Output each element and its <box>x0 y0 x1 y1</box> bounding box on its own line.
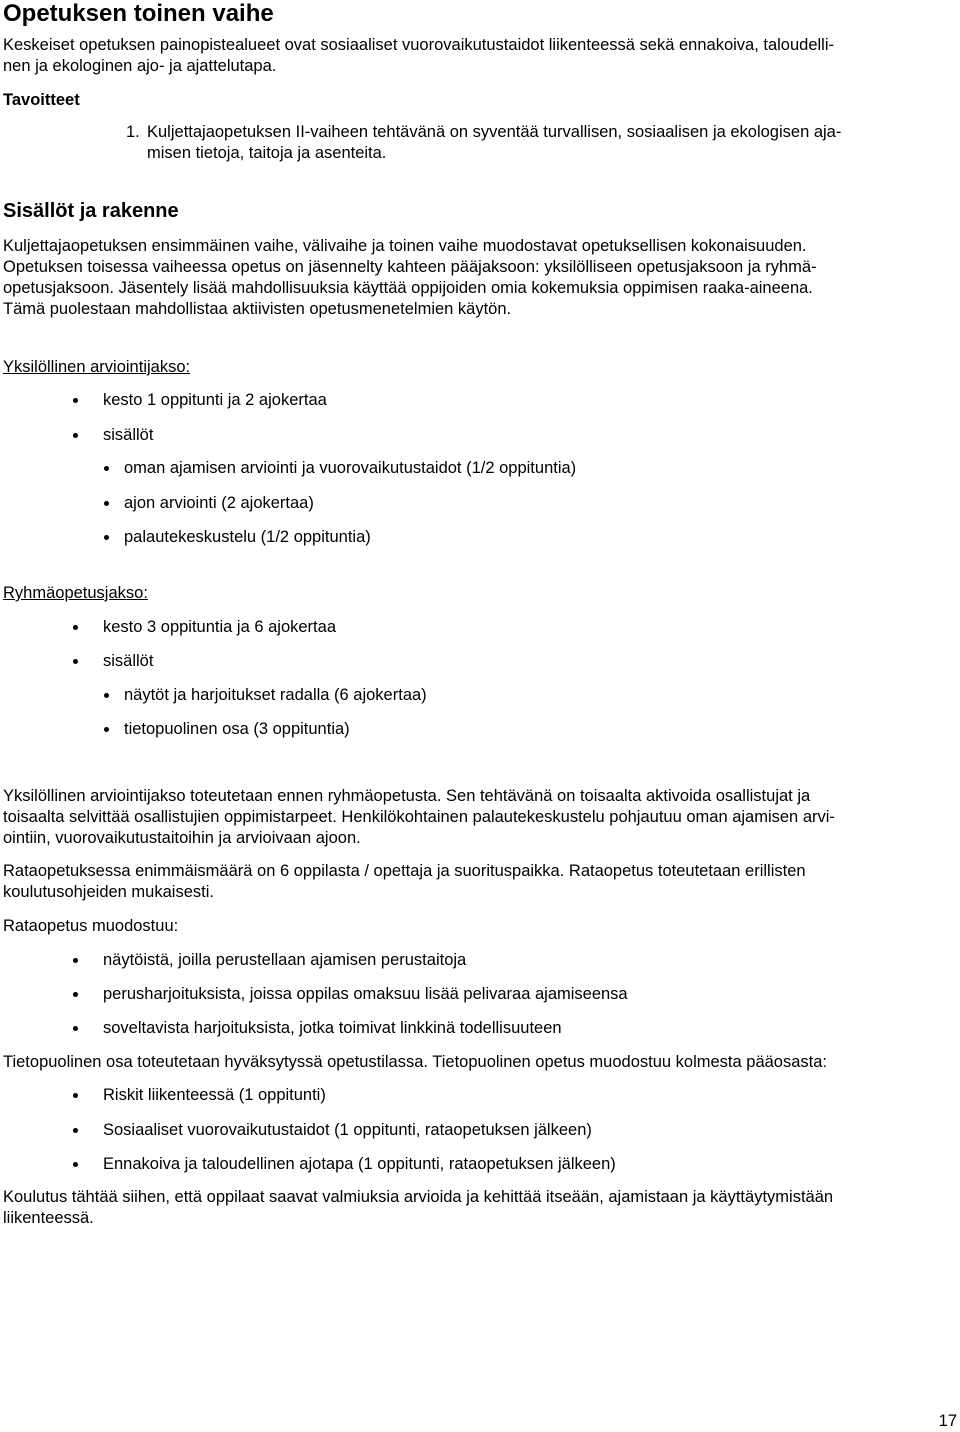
theory-item: Sosiaaliset vuorovaikutustaidot (1 oppitunti, rataopetuksen jälkeen) <box>103 1120 960 1141</box>
goals-heading: Tavoitteet <box>3 91 80 109</box>
section-heading: Sisällöt ja rakenne <box>3 200 179 222</box>
track-max-line-2: koulutusohjeiden mukaisesti. <box>3 883 214 901</box>
page-number: 17 <box>938 1412 957 1430</box>
structure-paragraph <box>3 236 948 320</box>
group-contents-item: sisällöt <box>103 651 960 672</box>
individual-sub-item: oman ajamisen arviointi ja vuorovaikutustaidot (1/2 oppituntia) <box>124 458 960 479</box>
group-sub-item: näytöt ja harjoitukset radalla (6 ajokertaa) <box>124 685 960 706</box>
goal-item <box>147 122 947 164</box>
group-duration-item: kesto 3 oppituntia ja 6 ajokertaa <box>103 617 960 638</box>
theory-intro: Tietopuolinen osa toteutetaan hyväksytyssä opetustilassa. Tietopuolinen opetus muodostuu kolmesta pääosasta: <box>3 1053 827 1071</box>
track-heading: Rataopetus muodostuu: <box>3 917 179 935</box>
conclusion-paragraph <box>3 1187 948 1229</box>
theory-item: Riskit liikenteessä (1 oppitunti) <box>103 1085 960 1106</box>
goal-number: 1. <box>126 123 140 141</box>
track-max-line-1: Rataopetuksessa enimmäismäärä on 6 oppilasta / opettaja ja suorituspaikka. Rataopetus toteutetaan erillisten <box>3 862 806 880</box>
intro-line-1: Keskeiset opetuksen painopistealueet ovat sosiaaliset vuorovaikutustaidot liikenteessä sekä ennakoiva, taloudelli- <box>3 36 835 54</box>
order-line-2: toisaalta selvittää osallistujien oppimistarpeet. Henkilökohtainen palautekeskustelu pohjautuu oman ajamisen arvi- <box>3 808 835 826</box>
conclusion-line-2: liikenteessä. <box>3 1209 94 1227</box>
goal-line-2: misen tietoja, taitoja ja asenteita. <box>147 144 387 162</box>
intro-paragraph <box>3 35 948 77</box>
track-max-paragraph <box>3 861 948 903</box>
structure-line-4: Tämä puolestaan mahdollistaa aktiivisten opetusmenetelmien käytön. <box>3 300 512 318</box>
structure-line-3: opetusjaksoon. Jäsentely lisää mahdollisuuksia käyttää oppijoiden omia kokemuksia oppimisen raaka-aineena. <box>3 279 813 297</box>
goal-line-1: Kuljettajaopetuksen II-vaiheen tehtävänä on syventää turvallisen, sosiaalisen ja ekologisen aja- <box>147 123 842 141</box>
track-item: soveltavista harjoituksista, jotka toimivat linkkinä todellisuuteen <box>103 1018 960 1039</box>
group-heading: Ryhmäopetusjakso: <box>3 584 148 602</box>
track-item: näytöistä, joilla perustellaan ajamisen perustaitoja <box>103 950 960 971</box>
structure-line-1: Kuljettajaopetuksen ensimmäinen vaihe, välivaihe ja toinen vaihe muodostavat opetuksellisen kokonaisuuden. <box>3 237 807 255</box>
individual-contents-item: sisällöt <box>103 425 960 446</box>
group-sub-item: tietopuolinen osa (3 oppituntia) <box>124 719 960 740</box>
intro-line-2: nen ja ekologinen ajo- ja ajattelutapa. <box>3 57 277 75</box>
individual-sub-item: ajon arviointi (2 ajokertaa) <box>124 493 960 514</box>
individual-duration-item: kesto 1 oppitunti ja 2 ajokertaa <box>103 390 960 411</box>
order-line-1: Yksilöllinen arviointijakso toteutetaan ennen ryhmäopetusta. Sen tehtävänä on toisaalta aktivoida osallistujat ja <box>3 787 811 805</box>
conclusion-line-1: Koulutus tähtää siihen, että oppilaat saavat valmiuksia arvioida ja kehittää itseään, ajamistaan ja käyttäytymistään <box>3 1188 834 1206</box>
track-item: perusharjoituksista, joissa oppilas omaksuu lisää pelivaraa ajamiseensa <box>103 984 960 1005</box>
order-paragraph <box>3 786 948 849</box>
individual-sub-item: palautekeskustelu (1/2 oppituntia) <box>124 527 960 548</box>
theory-item: Ennakoiva ja taloudellinen ajotapa (1 oppitunti, rataopetuksen jälkeen) <box>103 1154 960 1175</box>
individual-heading: Yksilöllinen arviointijakso: <box>3 358 191 376</box>
order-line-3: ointiin, vuorovaikutustaitoihin ja arvioivaan ajoon. <box>3 829 361 847</box>
structure-line-2: Opetuksen toisessa vaiheessa opetus on jäsennelty kahteen pääjaksoon: yksilölliseen opetusjaksoon ja ryhmä- <box>3 258 817 276</box>
page-title: Opetuksen toinen vaihe <box>3 0 274 27</box>
